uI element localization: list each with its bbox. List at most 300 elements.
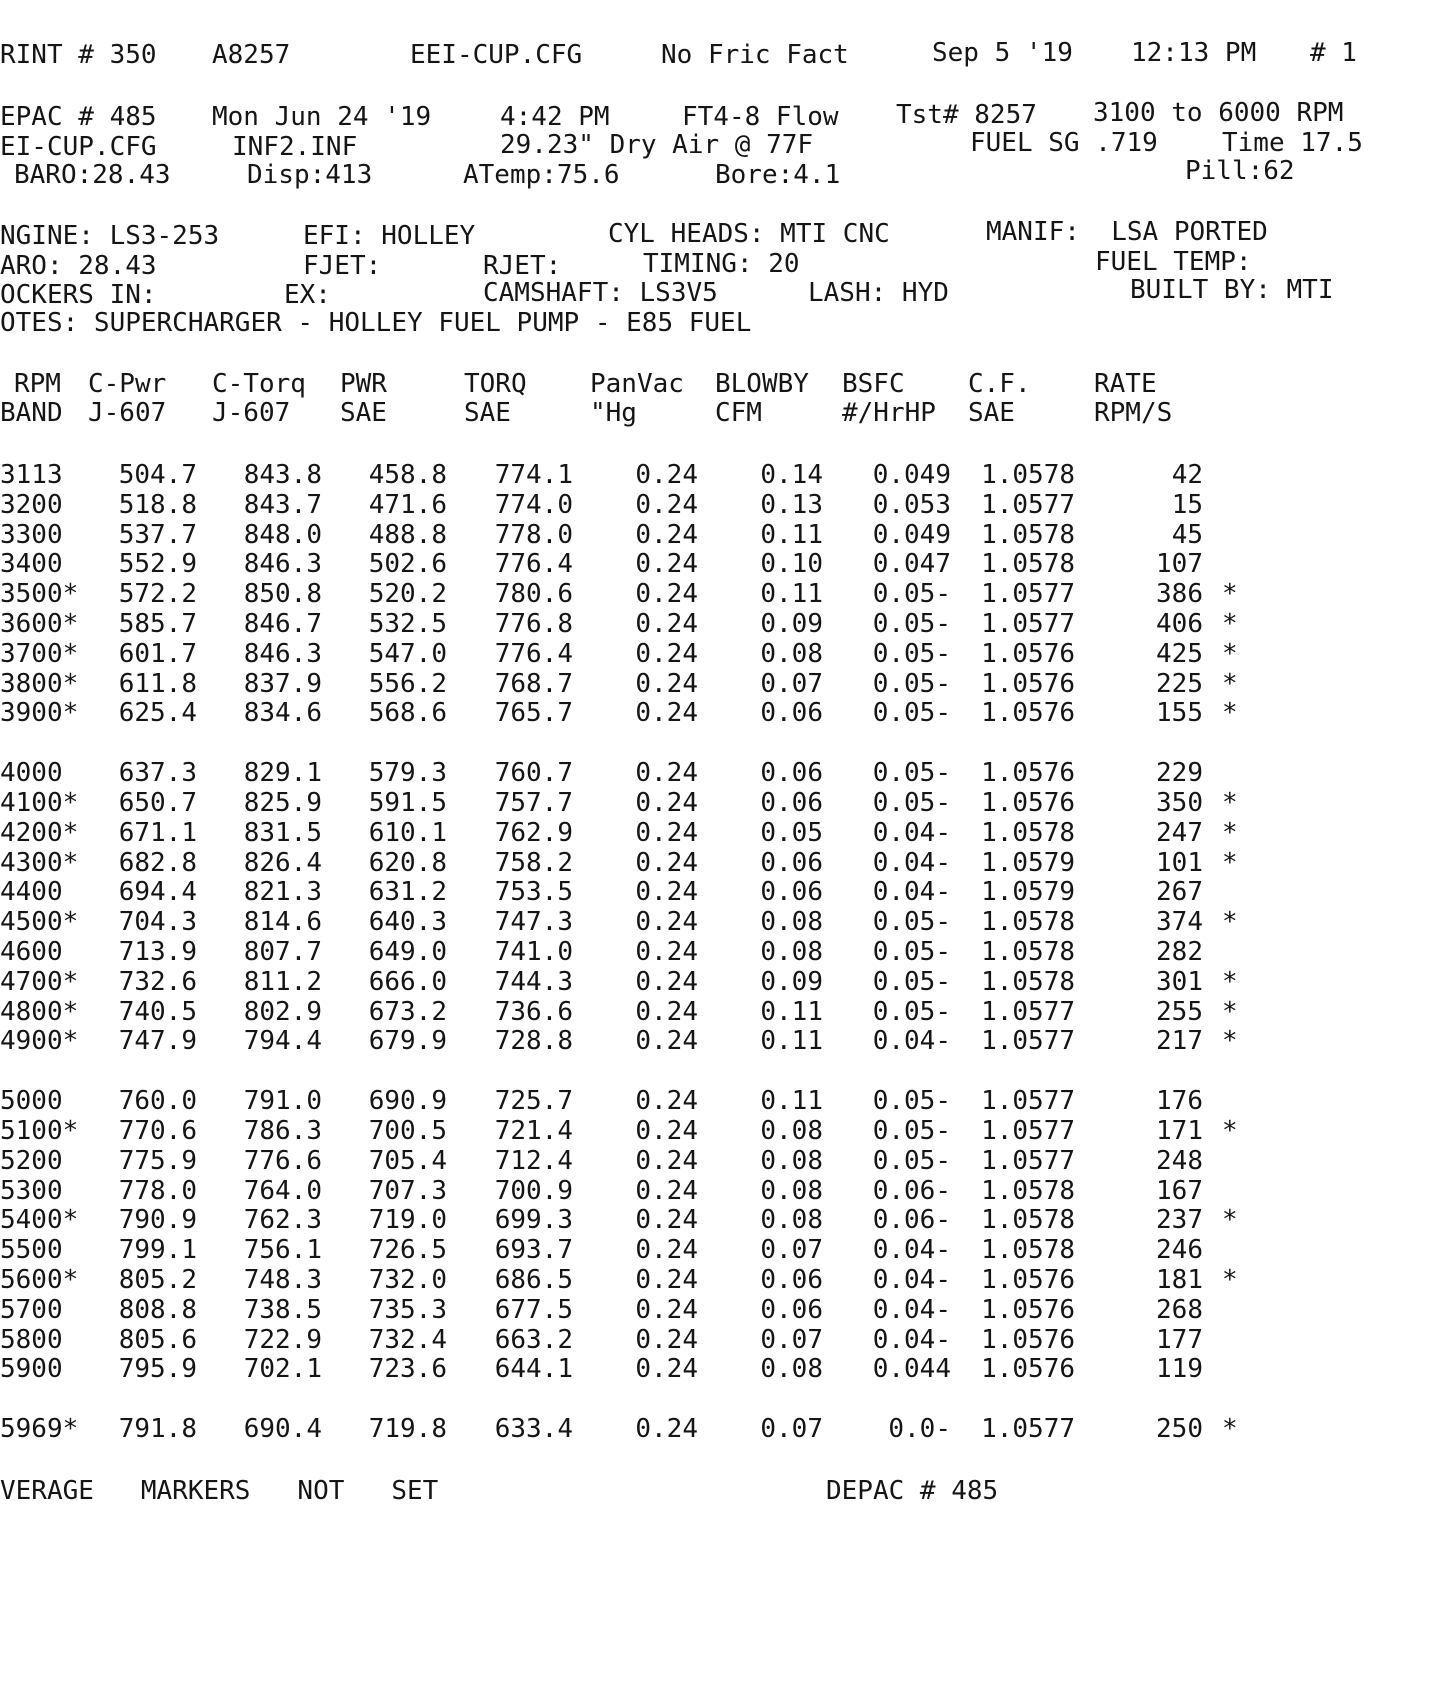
value-cell: 0.08 [760,937,823,967]
value-cell: 0.24 [635,758,698,789]
value-cell: 776.4 [494,549,573,580]
rpm-range: 3100 to 6000 RPM [1093,98,1344,128]
test-date: Mon Jun 24 '19 [212,102,432,132]
value-cell: 42 [1171,460,1203,490]
rpm-cell: 4000 [0,758,63,789]
value-cell: 155 [1156,698,1203,729]
value-cell: 1.0576 [981,1265,1075,1295]
test-duration: Time 17.5 [1222,128,1363,158]
rpm-cell: 4900* [0,1026,79,1057]
print-cfg: EEI-CUP.CFG [410,40,583,70]
value-cell: 0.08 [760,1145,823,1176]
value-cell: 625.4 [118,698,197,729]
rpm-cell: 3200 [0,489,63,520]
value-cell: 732.0 [368,1265,447,1295]
value-cell: 0.24 [635,1294,698,1325]
value-cell: 707.3 [368,1175,447,1206]
table-row [0,997,1445,1027]
value-cell: 704.3 [118,907,197,938]
value-cell: 843.7 [243,489,322,520]
column-header: BLOWBY [715,369,809,399]
value-cell: 1.0577 [981,1026,1075,1057]
value-cell: 518.8 [118,489,197,520]
table-row [0,698,1445,728]
value-cell: 181 [1156,1265,1203,1295]
value-cell: 601.7 [118,638,197,669]
value-cell: 0.24 [635,1205,698,1236]
value-cell: 0.05- [872,907,951,938]
value-cell: 1.0577 [981,489,1075,520]
value-cell: 301 [1156,966,1203,997]
value-cell: 1.0578 [981,549,1075,580]
rpm-cell: 4500* [0,907,79,938]
value-cell: 119 [1156,1354,1203,1385]
rpm-cell: 3400 [0,549,63,580]
value-cell: 825.9 [243,788,322,818]
depac-number: EPAC # 485 [0,102,157,132]
value-cell: 807.7 [243,937,322,967]
value-cell: 0.24 [635,877,698,908]
table-row [0,848,1445,878]
lash: LASH: HYD [808,278,949,308]
value-cell: 690.4 [243,1414,322,1445]
value-cell: 663.2 [494,1324,573,1355]
value-cell: 502.6 [368,549,447,580]
value-cell: 0.05- [872,966,951,997]
value-cell: 374 [1156,907,1203,938]
value-cell: 0.09 [760,609,823,639]
table-row [0,1086,1445,1116]
value-cell: 0.24 [635,1265,698,1295]
value-cell: 0.04- [872,1026,951,1057]
value-cell: 0.24 [635,549,698,580]
value-cell: 774.0 [494,489,573,520]
value-cell: 778.0 [118,1175,197,1206]
value-cell: 690.9 [368,1086,447,1117]
value-cell: 0.11 [760,579,823,610]
value-cell: 776.8 [494,609,573,639]
value-cell: 250 [1156,1414,1203,1445]
marker-cell: * [1222,1026,1238,1057]
value-cell: 753.5 [494,877,573,908]
value-cell: 778.0 [494,519,573,550]
value-cell: 176 [1156,1086,1203,1117]
notes: OTES: SUPERCHARGER - HOLLEY FUEL PUMP - E85 FUEL [0,308,752,338]
column-header: RPM [14,369,61,399]
value-cell: 1.0576 [981,1354,1075,1385]
value-cell: 268 [1156,1294,1203,1325]
value-cell: 735.3 [368,1294,447,1325]
rpm-cell: 5900 [0,1354,63,1385]
table-row [0,1235,1445,1265]
value-cell: 762.3 [243,1205,322,1236]
value-cell: 556.2 [368,668,447,699]
value-cell: 0.06 [760,788,823,818]
value-cell: 640.3 [368,907,447,938]
column-header: BAND [0,398,63,428]
value-cell: 267 [1156,877,1203,908]
value-cell: 756.1 [243,1235,322,1266]
rpm-cell: 5600* [0,1265,79,1295]
built-by: BUILT BY: MTI [1130,275,1334,305]
value-cell: 808.8 [118,1294,197,1325]
value-cell: 0.24 [635,1414,698,1445]
column-header: C.F. [968,369,1031,399]
value-cell: 0.24 [635,460,698,490]
value-cell: 721.4 [494,1116,573,1146]
table-row [0,609,1445,639]
value-cell: 846.3 [243,638,322,669]
rpm-cell: 3600* [0,609,79,639]
value-cell: 1.0579 [981,847,1075,878]
print-page: # 1 [1310,38,1357,68]
value-cell: 677.5 [494,1294,573,1325]
value-cell: 0.24 [635,788,698,818]
value-cell: 829.1 [243,758,322,789]
value-cell: 0.05- [872,788,951,818]
value-cell: 537.7 [118,519,197,550]
value-cell: 776.4 [494,638,573,669]
value-cell: 740.5 [118,996,197,1027]
marker-cell: * [1222,817,1238,848]
value-cell: 694.4 [118,877,197,908]
value-cell: 848.0 [243,519,322,550]
value-cell: 0.049 [872,460,951,490]
rpm-cell: 4200* [0,817,79,848]
value-cell: 45 [1171,519,1203,550]
value-cell: 0.05- [872,668,951,699]
value-cell: 610.1 [368,817,447,848]
value-cell: 217 [1156,1026,1203,1057]
table-row [0,1146,1445,1176]
value-cell: 0.06 [760,847,823,878]
rockers-ex: EX: [284,280,331,310]
value-cell: 712.4 [494,1145,573,1176]
value-cell: 552.9 [118,549,197,580]
marker-cell: * [1222,1414,1238,1445]
value-cell: 0.11 [760,1026,823,1057]
table-row [0,460,1445,490]
value-cell: 700.5 [368,1116,447,1146]
table-row [0,907,1445,937]
column-header: "Hg [590,398,637,428]
value-cell: 0.049 [872,519,951,550]
value-cell: 0.14 [760,460,823,490]
value-cell: 786.3 [243,1116,322,1146]
value-cell: 794.4 [243,1026,322,1057]
table-row [0,520,1445,550]
rpm-cell: 5400* [0,1205,79,1236]
value-cell: 1.0578 [981,519,1075,550]
value-cell: 547.0 [368,638,447,669]
value-cell: 723.6 [368,1354,447,1385]
value-cell: 225 [1156,668,1203,699]
value-cell: 0.044 [872,1354,951,1385]
value-cell: 671.1 [118,817,197,848]
value-cell: 282 [1156,937,1203,967]
value-cell: 726.5 [368,1235,447,1266]
value-cell: 107 [1156,549,1203,580]
column-header: RPM/S [1094,398,1173,428]
value-cell: 760.7 [494,758,573,789]
value-cell: 1.0577 [981,579,1075,610]
value-cell: 246 [1156,1235,1203,1266]
column-header: J-607 [212,398,291,428]
value-cell: 799.1 [118,1235,197,1266]
marker-cell: * [1222,966,1238,997]
value-cell: 768.7 [494,668,573,699]
value-cell: 719.0 [368,1205,447,1236]
timing: TIMING: 20 [643,249,800,279]
value-cell: 637.3 [118,758,197,789]
marker-cell: * [1222,1116,1238,1146]
value-cell: 846.7 [243,609,322,639]
value-cell: 0.24 [635,489,698,520]
rockers-in: OCKERS IN: [0,280,157,310]
column-header: SAE [464,398,511,428]
value-cell: 1.0578 [981,966,1075,997]
value-cell: 0.05- [872,609,951,639]
value-cell: 0.05- [872,1116,951,1146]
value-cell: 770.6 [118,1116,197,1146]
rpm-cell: 5800 [0,1324,63,1355]
value-cell: 1.0577 [981,1414,1075,1445]
table-row [0,1265,1445,1295]
value-cell: 568.6 [368,698,447,729]
value-cell: 0.10 [760,549,823,580]
rpm-cell: 5969* [0,1414,79,1445]
value-cell: 0.07 [760,1235,823,1266]
value-cell: 633.4 [494,1414,573,1445]
value-cell: 0.0- [888,1414,951,1445]
rpm-cell: 3113 [0,460,63,490]
column-header: J-607 [88,398,167,428]
air-temp: ATemp:75.6 [463,160,620,190]
value-cell: 702.1 [243,1354,322,1385]
value-cell: 748.3 [243,1265,322,1295]
value-cell: 0.24 [635,638,698,669]
value-cell: 791.8 [118,1414,197,1445]
value-cell: 1.0576 [981,788,1075,818]
table-row [0,549,1445,579]
value-cell: 738.5 [243,1294,322,1325]
bore: Bore:4.1 [715,160,841,190]
rpm-cell: 3700* [0,638,79,669]
value-cell: 585.7 [118,609,197,639]
table-row [0,1205,1445,1235]
value-cell: 705.4 [368,1145,447,1176]
table-row [0,818,1445,848]
marker-cell: * [1222,1265,1238,1295]
value-cell: 850.8 [243,579,322,610]
marker-cell: * [1222,698,1238,729]
value-cell: 713.9 [118,937,197,967]
value-cell: 699.3 [494,1205,573,1236]
column-header: C-Torq [212,369,306,399]
marker-cell: * [1222,907,1238,938]
value-cell: 666.0 [368,966,447,997]
value-cell: 579.3 [368,758,447,789]
value-cell: 1.0577 [981,1116,1075,1146]
value-cell: 0.08 [760,907,823,938]
value-cell: 0.05- [872,758,951,789]
marker-cell: * [1222,609,1238,639]
value-cell: 805.2 [118,1265,197,1295]
value-cell: 620.8 [368,847,447,878]
value-cell: 0.05- [872,1145,951,1176]
value-cell: 722.9 [243,1324,322,1355]
value-cell: 679.9 [368,1026,447,1057]
value-cell: 0.06 [760,877,823,908]
rpm-cell: 5300 [0,1175,63,1206]
value-cell: 0.08 [760,1116,823,1146]
rpm-cell: 4100* [0,788,79,818]
column-header: SAE [340,398,387,428]
camshaft: CAMSHAFT: LS3V5 [483,278,718,308]
value-cell: 1.0576 [981,1324,1075,1355]
value-cell: 631.2 [368,877,447,908]
value-cell: 821.3 [243,877,322,908]
rpm-cell: 4600 [0,937,63,967]
marker-cell: * [1222,788,1238,818]
value-cell: 0.08 [760,1175,823,1206]
table-row [0,639,1445,669]
value-cell: 248 [1156,1145,1203,1176]
manifold: MANIF: LSA PORTED [986,217,1268,247]
table-row [0,967,1445,997]
table-row [0,937,1445,967]
marker-cell: * [1222,638,1238,669]
value-cell: 826.4 [243,847,322,878]
value-cell: 1.0576 [981,698,1075,729]
value-cell: 0.05- [872,698,951,729]
value-cell: 0.06- [872,1175,951,1206]
efi: EFI: HOLLEY [303,221,476,251]
value-cell: 1.0578 [981,460,1075,490]
rpm-cell: 4400 [0,877,63,908]
rpm-cell: 5200 [0,1145,63,1176]
value-cell: 1.0577 [981,996,1075,1027]
value-cell: 386 [1156,579,1203,610]
value-cell: 805.6 [118,1324,197,1355]
value-cell: 744.3 [494,966,573,997]
value-cell: 0.24 [635,937,698,967]
table-row [0,490,1445,520]
value-cell: 0.05 [760,817,823,848]
value-cell: 488.8 [368,519,447,550]
value-cell: 1.0578 [981,1235,1075,1266]
value-cell: 167 [1156,1175,1203,1206]
value-cell: 1.0578 [981,907,1075,938]
value-cell: 732.4 [368,1324,447,1355]
value-cell: 0.24 [635,1026,698,1057]
value-cell: 814.6 [243,907,322,938]
value-cell: 1.0578 [981,1175,1075,1206]
marker-cell: * [1222,668,1238,699]
value-cell: 780.6 [494,579,573,610]
value-cell: 747.3 [494,907,573,938]
value-cell: 0.05- [872,996,951,1027]
value-cell: 673.2 [368,996,447,1027]
value-cell: 757.7 [494,788,573,818]
value-cell: 504.7 [118,460,197,490]
value-cell: 229 [1156,758,1203,789]
marker-cell: * [1222,996,1238,1027]
value-cell: 101 [1156,847,1203,878]
value-cell: 611.8 [118,668,197,699]
value-cell: 776.6 [243,1145,322,1176]
value-cell: 644.1 [494,1354,573,1385]
value-cell: 650.7 [118,788,197,818]
rpm-cell: 5000 [0,1086,63,1117]
value-cell: 532.5 [368,609,447,639]
column-header: RATE [1094,369,1157,399]
pill: Pill:62 [1185,156,1295,186]
rpm-cell: 5700 [0,1294,63,1325]
engine-baro: ARO: 28.43 [0,251,157,281]
fuel-temp: FUEL TEMP: [1095,247,1252,277]
column-header: #/HrHP [842,398,936,428]
value-cell: 728.8 [494,1026,573,1057]
table-row [0,1116,1445,1146]
test-time: 4:42 PM [500,102,610,132]
value-cell: 0.08 [760,638,823,669]
value-cell: 0.05- [872,937,951,967]
table-row [0,1176,1445,1206]
value-cell: 0.06 [760,698,823,729]
value-cell: 1.0577 [981,1145,1075,1176]
value-cell: 0.24 [635,519,698,550]
value-cell: 1.0577 [981,1086,1075,1117]
value-cell: 802.9 [243,996,322,1027]
table-row [0,788,1445,818]
value-cell: 831.5 [243,817,322,848]
print-id: A8257 [212,40,291,70]
value-cell: 1.0578 [981,1205,1075,1236]
value-cell: 471.6 [368,489,447,520]
rpm-cell: 4700* [0,966,79,997]
value-cell: 0.24 [635,1235,698,1266]
value-cell: 0.04- [872,847,951,878]
test-number: Tst# 8257 [896,100,1037,130]
column-header: C-Pwr [88,369,167,399]
value-cell: 350 [1156,788,1203,818]
air-condition: 29.23" Dry Air @ 77F [500,130,814,160]
value-cell: 0.24 [635,966,698,997]
displacement: Disp:413 [247,160,373,190]
test-cfg: EI-CUP.CFG [0,132,157,162]
value-cell: 171 [1156,1116,1203,1146]
value-cell: 0.24 [635,907,698,938]
value-cell: 775.9 [118,1145,197,1176]
value-cell: 1.0576 [981,1294,1075,1325]
rpm-cell: 3800* [0,668,79,699]
value-cell: 0.06 [760,758,823,789]
column-header: BSFC [842,369,905,399]
rjet: RJET: [483,251,562,281]
value-cell: 1.0576 [981,668,1075,699]
value-cell: 0.06 [760,1294,823,1325]
value-cell: 1.0576 [981,638,1075,669]
table-row [0,1414,1445,1444]
value-cell: 247 [1156,817,1203,848]
value-cell: 795.9 [118,1354,197,1385]
value-cell: 572.2 [118,579,197,610]
value-cell: 0.11 [760,996,823,1027]
value-cell: 425 [1156,638,1203,669]
marker-cell: * [1222,847,1238,878]
table-row [0,1354,1445,1384]
